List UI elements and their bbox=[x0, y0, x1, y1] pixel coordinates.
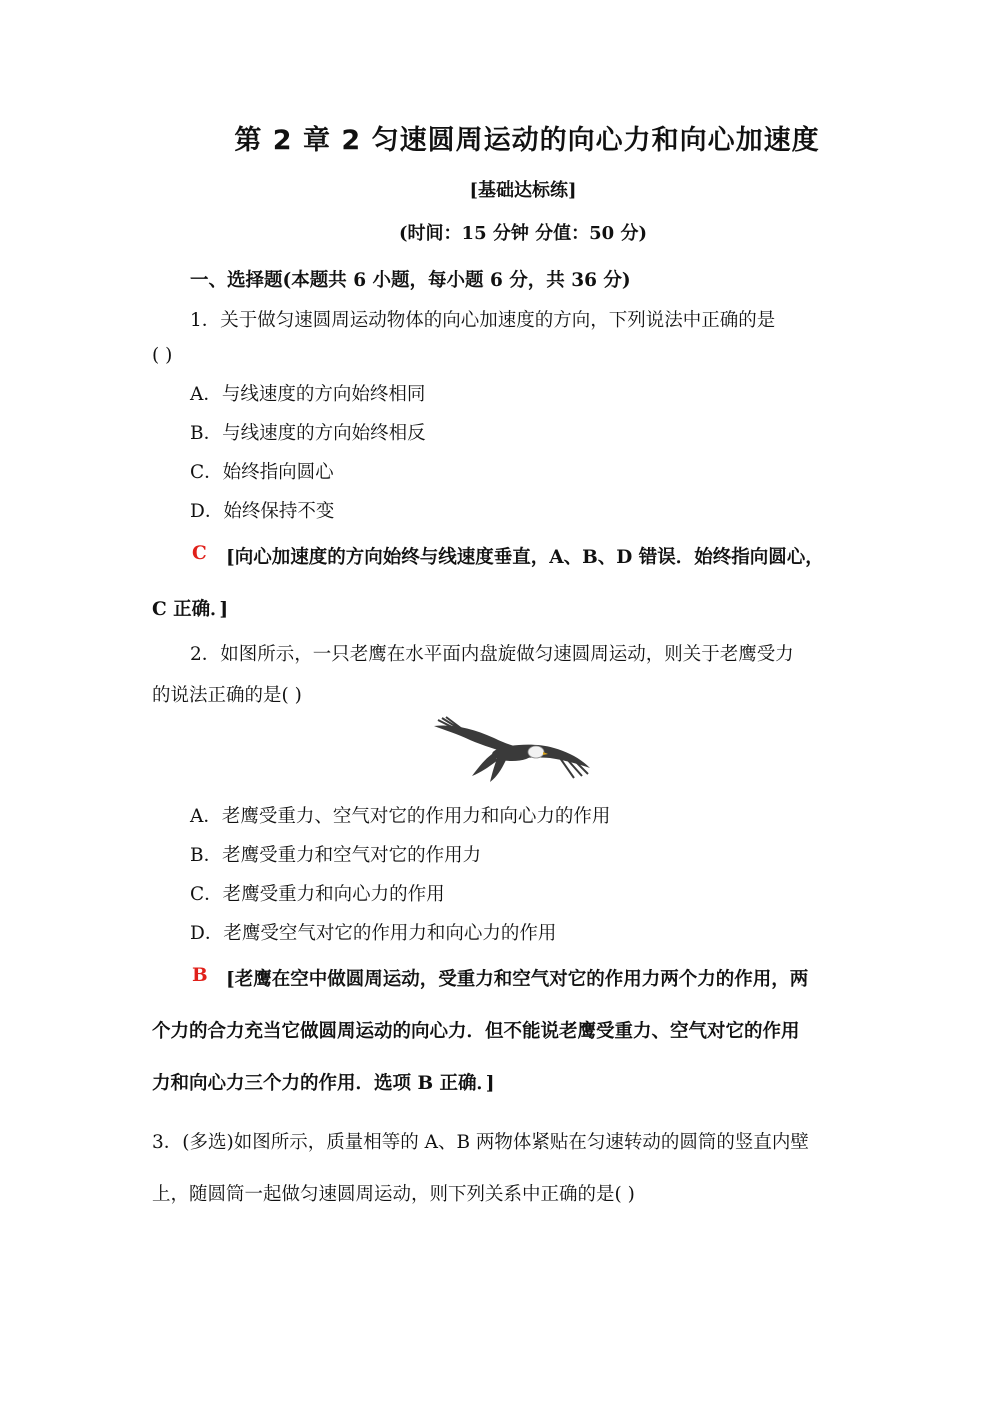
section-heading: 一、选择题(本题共 6 小题，每小题 6 分，共 36 分) bbox=[190, 270, 631, 291]
q2-answer-letter: B bbox=[192, 965, 208, 986]
q2-option-d: D．老鹰受空气对它的作用力和向心力的作用 bbox=[190, 923, 557, 944]
q1-option-b: B．与线速度的方向始终相反 bbox=[190, 423, 426, 444]
q2-option-c: C．老鹰受重力和向心力的作用 bbox=[190, 884, 445, 905]
q1-option-c: C．始终指向圆心 bbox=[190, 462, 334, 483]
q1-stem-line1: 1．关于做匀速圆周运动物体的向心加速度的方向，下列说法中正确的是 bbox=[190, 310, 776, 331]
q2-stem-line2: 的说法正确的是( ) bbox=[152, 685, 302, 706]
q2-answer-line1: [老鹰在空中做圆周运动，受重力和空气对它的作用力两个力的作用，两 bbox=[226, 969, 809, 990]
q2-option-a: A．老鹰受重力、空气对它的作用力和向心力的作用 bbox=[190, 806, 611, 827]
q2-option-b: B．老鹰受重力和空气对它的作用力 bbox=[190, 845, 482, 866]
time-info: (时间：15 分钟 分值：50 分) bbox=[399, 223, 647, 244]
q3-stem-line1: 3．(多选)如图所示，质量相等的 A、B 两物体紧贴在匀速转动的圆筒的竖直内壁 bbox=[152, 1132, 809, 1153]
eagle-image bbox=[432, 716, 592, 786]
q2-answer-line2: 个力的合力充当它做圆周运动的向心力．但不能说老鹰受重力、空气对它的作用 bbox=[152, 1021, 800, 1042]
q1-option-d: D．始终保持不变 bbox=[190, 501, 335, 522]
page-title: 第 2 章 2 匀速圆周运动的向心力和向心加速度 bbox=[234, 125, 820, 156]
q3-stem-line2: 上，随圆筒一起做匀速圆周运动，则下列关系中正确的是( ) bbox=[152, 1184, 635, 1205]
q2-stem-line1: 2．如图所示，一只老鹰在水平面内盘旋做匀速圆周运动，则关于老鹰受力 bbox=[190, 644, 794, 665]
q1-answer-letter: C bbox=[192, 543, 207, 564]
subtitle: [基础达标练] bbox=[469, 180, 577, 201]
q1-stem-line2: ( ) bbox=[152, 345, 173, 366]
q1-option-a: A．与线速度的方向始终相同 bbox=[190, 384, 426, 405]
q1-answer-line1: [向心加速度的方向始终与线速度垂直，A、B、D 错误．始终指向圆心， bbox=[226, 547, 824, 568]
q2-answer-line3: 力和向心力三个力的作用．选项 B 正确．] bbox=[152, 1073, 495, 1094]
q1-answer-line2: C 正确．] bbox=[152, 599, 229, 620]
